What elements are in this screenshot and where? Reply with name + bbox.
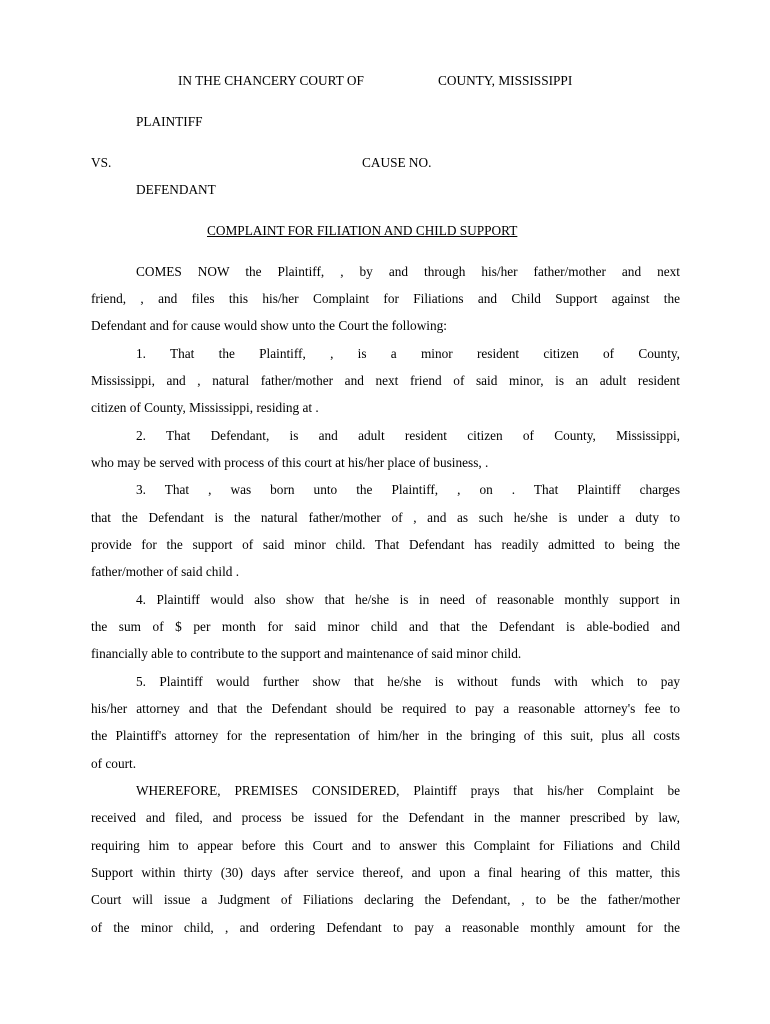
body-line-11: provide for the support of said minor child. That Defendant has readily admitted to being the [91,537,680,552]
body-line-6: citizen of County, Mississippi, residing at . [91,400,319,415]
body-line-16: 5. Plaintiff would further show that he/she is without funds with which to pay [136,674,680,689]
vs-label: VS. [91,155,112,170]
body-line-14: the sum of $ per month for said minor child and that the Defendant is able-bodied and [91,619,680,634]
body-line-12: father/mother of said child . [91,564,240,579]
body-line-13: 4. Plaintiff would also show that he/she is in need of reasonable monthly support in [136,592,680,607]
body-line-1: COMES NOW the Plaintiff, , by and through his/her father/mother and next [136,264,680,279]
defendant-label: DEFENDANT [136,182,216,197]
court-heading-right: COUNTY, MISSISSIPPI [438,73,573,88]
body-line-17: his/her attorney and that the Defendant should be required to pay a reasonable attorney's fee to [91,701,680,716]
body-line-18: the Plaintiff's attorney for the representation of him/her in the bringing of this suit, plus all costs [91,728,680,743]
body-line-25: of the minor child, , and ordering Defendant to pay a reasonable monthly amount for the [91,920,680,935]
document-title: COMPLAINT FOR FILIATION AND CHILD SUPPORT [207,223,518,238]
body-line-10: that the Defendant is the natural father/mother of , and as such he/she is under a duty to [91,510,680,525]
body-line-19: of court. [91,756,137,771]
body-line-4: 1. That the Plaintiff, , is a minor resident citizen of County, [136,346,680,361]
body-line-24: Court will issue a Judgment of Filiations declaring the Defendant, , to be the father/mother [91,892,680,907]
body-line-2: friend, , and files this his/her Complaint for Filiations and Child Support against the [91,291,680,306]
body-line-20: WHEREFORE, PREMISES CONSIDERED, Plaintiff prays that his/her Complaint be [136,783,680,798]
cause-number-label: CAUSE NO. [362,155,432,170]
body-line-7: 2. That Defendant, is and adult resident citizen of County, Mississippi, [136,428,680,443]
body-line-5: Mississippi, and , natural father/mother and next friend of said minor, is an adult resident [91,373,680,388]
body-line-3: Defendant and for cause would show unto the Court the following: [91,318,447,333]
plaintiff-label: PLAINTIFF [136,114,203,129]
body-line-9: 3. That , was born unto the Plaintiff, , on . That Plaintiff charges [136,482,680,497]
court-heading-left: IN THE CHANCERY COURT OF [178,73,364,88]
body-line-22: requiring him to appear before this Court and to answer this Complaint for Filiations and Child [91,838,680,853]
body-line-8: who may be served with process of this court at his/her place of business, . [91,455,489,470]
body-line-15: financially able to contribute to the support and maintenance of said minor child. [91,646,522,661]
body-line-23: Support within thirty (30) days after service thereof, and upon a final hearing of this matter, this [91,865,680,880]
body-line-21: received and filed, and process be issued for the Defendant in the manner prescribed by law, [91,810,680,825]
